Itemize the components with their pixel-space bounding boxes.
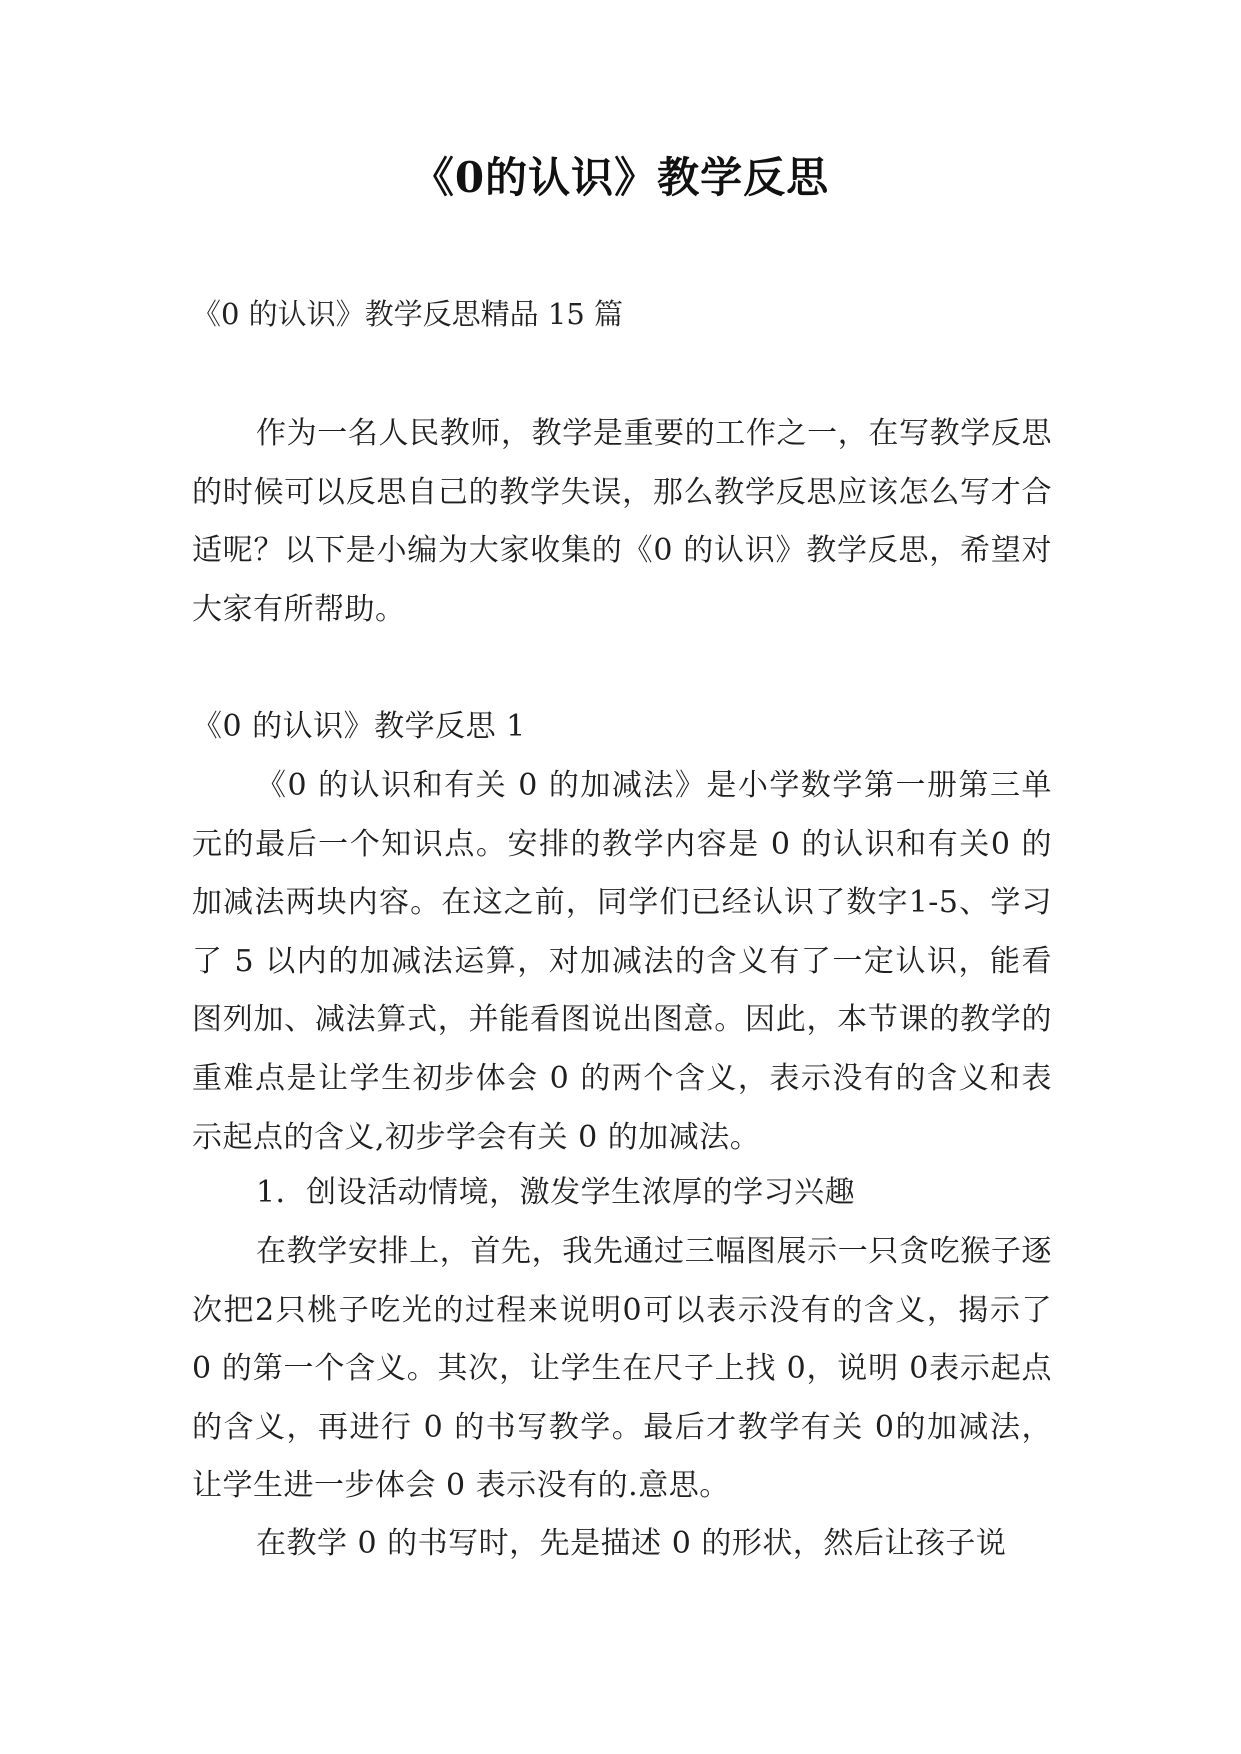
document-title: 《0的认识》教学反思 — [411, 153, 830, 202]
section-heading: 《0 的认识》教学反思 1 — [192, 709, 526, 744]
body-paragraph-3: 在教学 0 的书写时，先是描述 0 的形状，然后让孩子说 — [256, 1526, 1007, 1561]
document-subtitle: 《0 的认识》教学反思精品 15 篇 — [192, 297, 624, 331]
body-paragraph-1: 《0 的认识和有关 0 的加减法》是小学数学第一册第三单元的最后一个知识点。安排的教学内容是 0 的认识和有关0 的加减法两块内容。在这之前，同学们已经认识了数字1-5、学习了 5 以内的加减法运算，对加减法的含义有了一定认识，能看图列加、减法算式，并能看图说出图意。因此，本节课的教学的重难点是让学生初步体会 0 的两个含义，表示没有的含义和表示起点的含义,初步学会有关 0 的加减法。 — [192, 768, 1052, 1155]
body-paragraph-2: 在教学安排上，首先，我先通过三幅图展示一只贪吃猴子逐次把2只桃子吃光的过程来说明0可以表示没有的含义，揭示了 0 的第一个含义。其次，让学生在尺子上找 0，说明 0表示起点的含义，再进行 0 的书写教学。最后才教学有关 0的加减法，让学生进一步体会 0 表示没有的.意思。 — [192, 1234, 1052, 1504]
list-heading: 1．创设活动情境，激发学生浓厚的学习兴趣 — [256, 1175, 856, 1210]
intro-paragraph: 作为一名人民教师，教学是重要的工作之一，在写教学反思的时候可以反思自己的教学失误，那么教学反思应该怎么写才合适呢？以下是小编为大家收集的《0 的认识》教学反思，希望对大家有所帮助。 — [192, 416, 1052, 627]
